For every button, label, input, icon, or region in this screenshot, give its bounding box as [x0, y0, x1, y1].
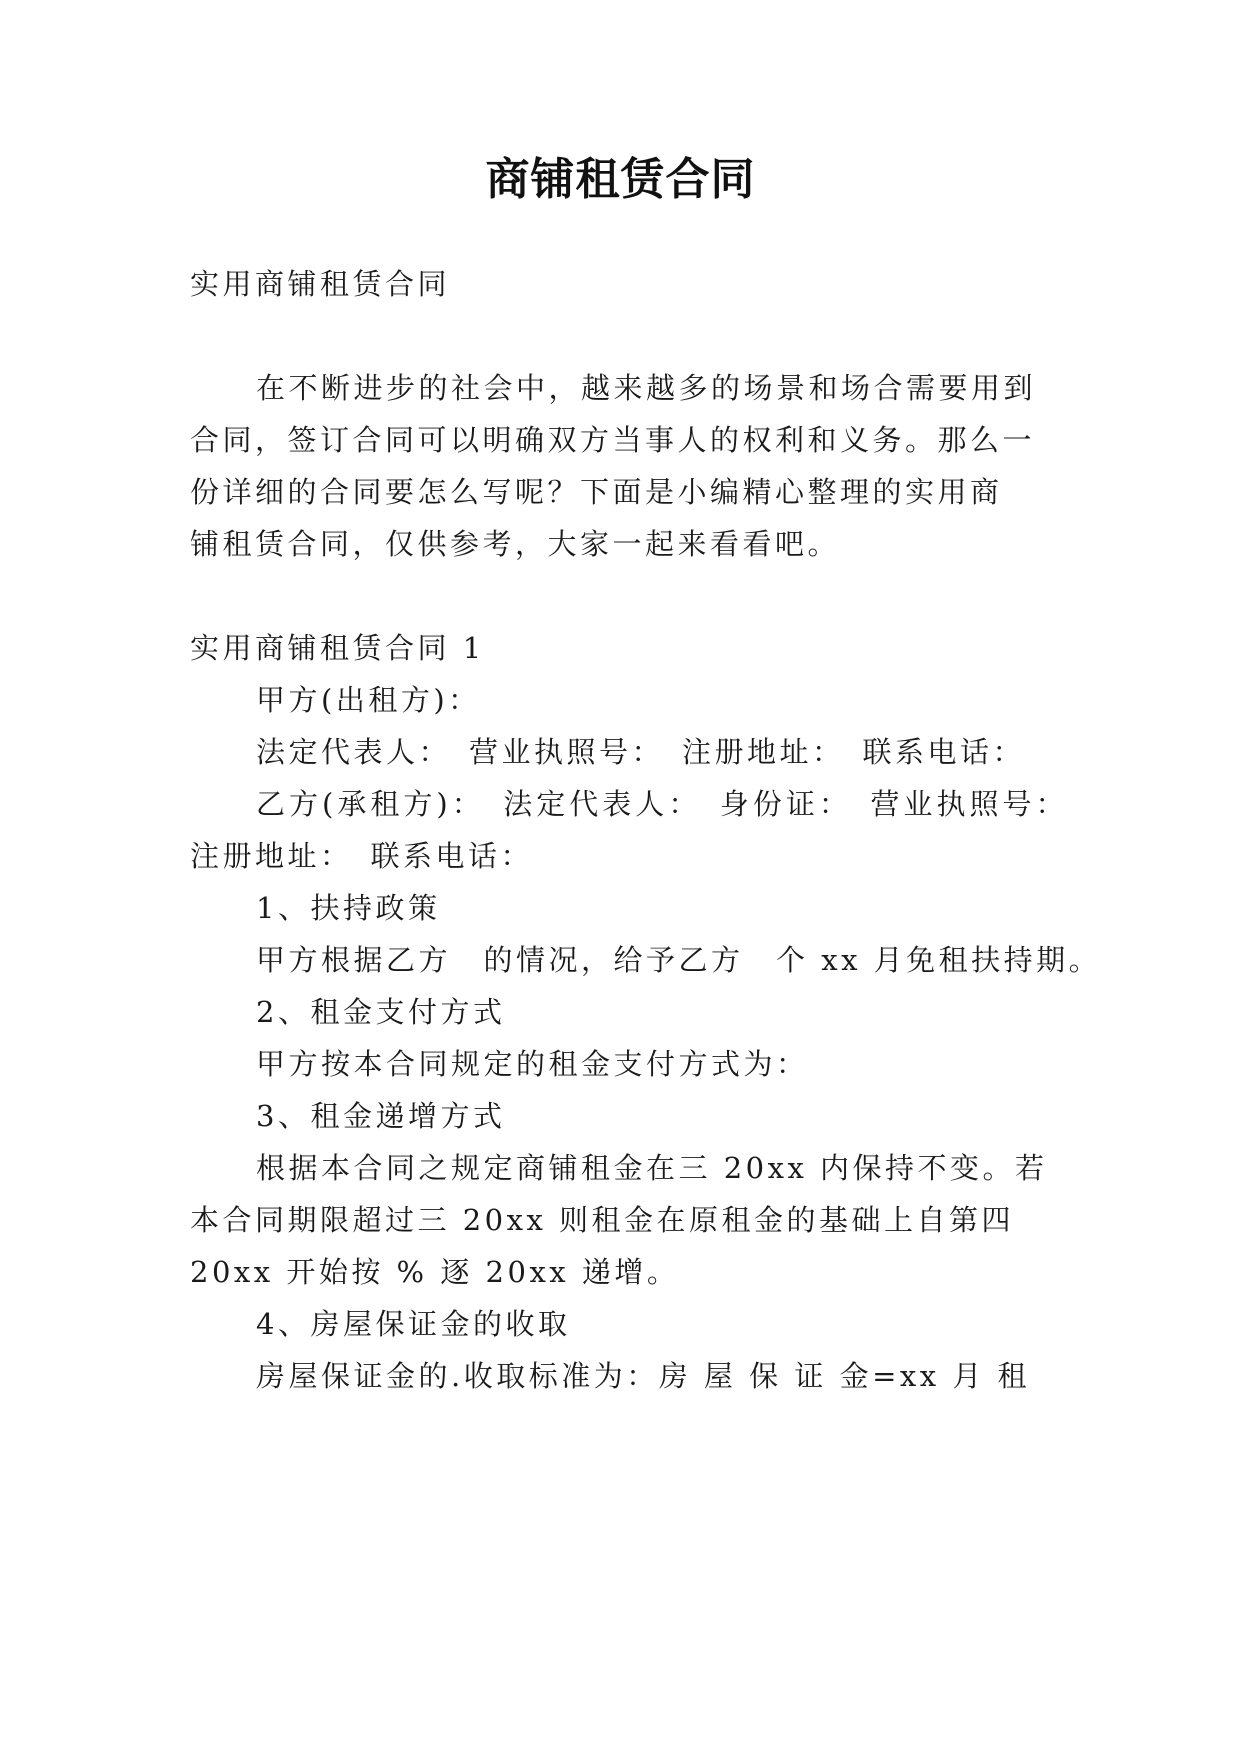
- section-heading: 3、租金递增方式: [256, 1099, 506, 1133]
- section-heading: 2、租金支付方式: [256, 995, 506, 1029]
- party-a-label: 甲方(出租方)：: [256, 683, 481, 717]
- section-body-line: 甲方按本合同规定的租金支付方式为：: [256, 1047, 809, 1081]
- section-heading: 1、扶持政策: [256, 891, 441, 925]
- section-body-line: 房屋保证金的.收取标准为：房 屋 保 证 金=xx 月 租: [256, 1359, 1031, 1393]
- document-subtitle: 实用商铺租赁合同: [190, 267, 451, 301]
- section-body-line: 本合同期限超过三 20xx 则租金在原租金的基础上自第四: [190, 1203, 1015, 1237]
- intro-paragraph-line: 份详细的合同要怎么写呢？下面是小编精心整理的实用商: [190, 475, 1003, 509]
- party-b-fields-continued: 注册地址： 联系电话：: [190, 839, 534, 873]
- contract-heading: 实用商铺租赁合同 1: [190, 631, 485, 665]
- section-body-line: 甲方根据乙方 的情况，给予乙方 个 xx 月免租扶持期。: [256, 943, 1102, 977]
- section-body-line: 根据本合同之规定商铺租金在三 20xx 内保持不变。若: [256, 1151, 1048, 1185]
- party-a-fields: 法定代表人： 营业执照号： 注册地址： 联系电话：: [256, 735, 1026, 769]
- intro-paragraph-line: 在不断进步的社会中，越来越多的场景和场合需要用到: [256, 371, 1037, 405]
- section-heading: 4、房屋保证金的收取: [256, 1307, 571, 1341]
- intro-paragraph-line: 铺租赁合同，仅供参考，大家一起来看看吧。: [190, 527, 841, 561]
- intro-paragraph-line: 合同，签订合同可以明确双方当事人的权利和义务。那么一: [190, 423, 1036, 457]
- document-title: 商铺租赁合同: [485, 154, 756, 205]
- party-b-fields: 乙方(承租方)： 法定代表人： 身份证： 营业执照号：: [256, 787, 1068, 821]
- section-body-line: 20xx 开始按 % 逐 20xx 递增。: [190, 1255, 680, 1289]
